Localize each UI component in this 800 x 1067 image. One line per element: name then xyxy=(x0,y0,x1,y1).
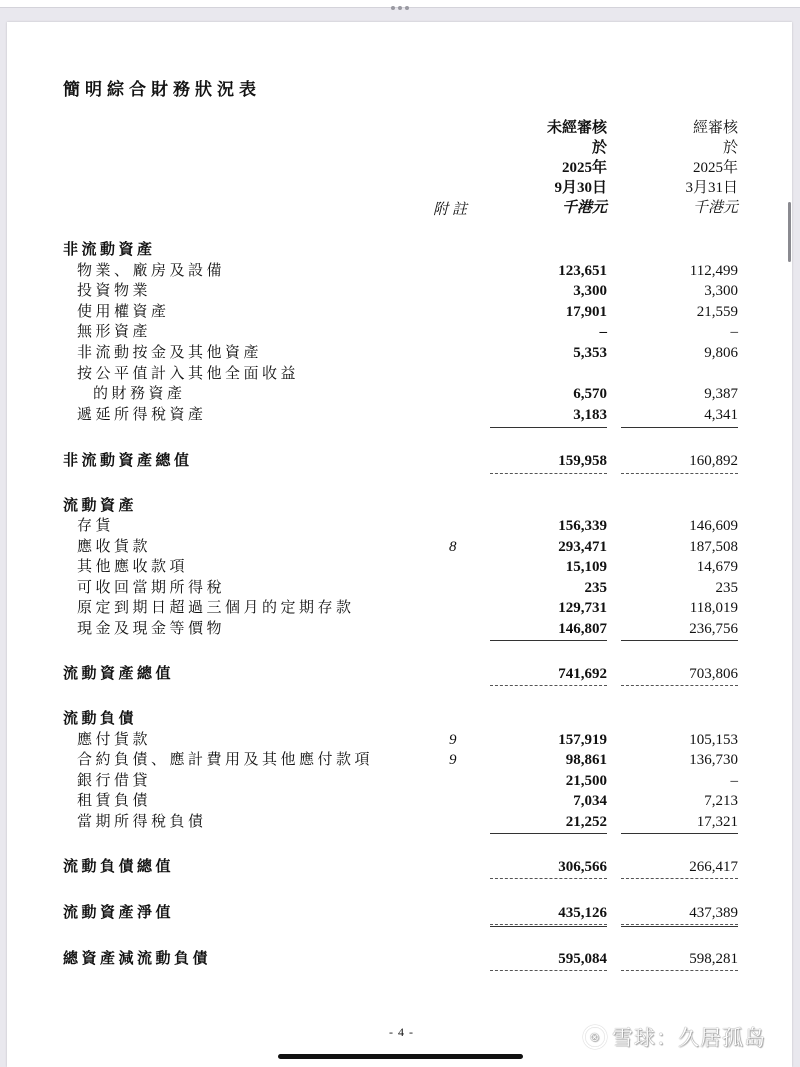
double-total-rule xyxy=(621,926,738,927)
table-row: 可收回當期所得稅 235 235 xyxy=(77,580,738,596)
total-row: 非流動資產總值 159,958 160,892 xyxy=(63,453,738,469)
table-row: 的財務資產 6,570 9,387 xyxy=(93,386,738,402)
table-row: 銀行借貸 21,500 – xyxy=(77,773,738,789)
subtotal-rule xyxy=(490,427,607,428)
section-heading: 流動負債 xyxy=(63,711,138,727)
statement-title: 簡明綜合財務狀況表 xyxy=(63,80,261,99)
table-row: 遞延所得稅資產 3,183 4,341 xyxy=(77,407,738,423)
subtotal-rule xyxy=(490,833,607,834)
total-rule xyxy=(490,970,607,971)
table-row: 使用權資產 17,901 21,559 xyxy=(77,304,738,320)
total-rule xyxy=(621,924,738,925)
section-heading: 非流動資產 xyxy=(63,242,156,258)
total-rule xyxy=(621,970,738,971)
total-rule xyxy=(490,685,607,686)
document-page xyxy=(7,22,792,1067)
snowball-logo-icon: ⊗ xyxy=(583,1025,607,1049)
total-rule xyxy=(490,924,607,925)
table-row: 應收貨款 8 293,471 187,508 xyxy=(77,539,738,555)
prior-period-header: 經審核 於 2025年 3月31日 千港元 xyxy=(685,120,738,216)
table-row: 按公平值計入其他全面收益 xyxy=(77,366,300,382)
page-number: - 4 - xyxy=(389,1025,414,1039)
table-row: 非流動按金及其他資產 5,353 9,806 xyxy=(77,345,738,361)
table-row: 當期所得稅負債 21,252 17,321 xyxy=(77,814,738,830)
subtotal-rule xyxy=(621,833,738,834)
total-row: 流動負債總值 306,566 266,417 xyxy=(63,859,738,875)
watermark: ⊗ 雪球：久居孤岛 xyxy=(583,1022,766,1052)
subtotal-rule xyxy=(621,640,738,641)
table-row: 其他應收款項 15,109 14,679 xyxy=(77,559,738,575)
total-rule xyxy=(490,473,607,474)
table-row: 存貨 156,339 146,609 xyxy=(77,518,738,534)
home-indicator[interactable] xyxy=(278,1054,523,1059)
subtotal-rule xyxy=(621,427,738,428)
total-row: 流動資產總值 741,692 703,806 xyxy=(63,666,738,682)
table-row: 無形資產 – – xyxy=(77,324,738,340)
more-options-handle[interactable] xyxy=(391,5,409,11)
table-row: 物業、廠房及設備 123,651 112,499 xyxy=(77,263,738,279)
total-rule xyxy=(621,473,738,474)
subtotal-rule xyxy=(490,640,607,641)
total-rule xyxy=(621,685,738,686)
table-row: 現金及現金等價物 146,807 236,756 xyxy=(77,621,738,637)
table-row: 合約負債、應計費用及其他應付款項 9 98,861 136,730 xyxy=(77,752,738,768)
table-row: 租賃負債 7,034 7,213 xyxy=(77,793,738,809)
double-total-rule xyxy=(490,926,607,927)
note-column-header: 附註 xyxy=(433,202,472,218)
table-row: 原定到期日超過三個月的定期存款 129,731 118,019 xyxy=(77,600,738,616)
total-rule xyxy=(621,878,738,879)
total-row: 流動資產淨值 435,126 437,389 xyxy=(63,905,738,921)
section-heading: 流動資產 xyxy=(63,498,138,514)
table-row: 應付貨款 9 157,919 105,153 xyxy=(77,732,738,748)
table-row: 投資物業 3,300 3,300 xyxy=(77,283,738,299)
total-row: 總資產減流動負債 595,084 598,281 xyxy=(63,951,738,967)
current-period-header: 未經審核 於 2025年 9月30日 千港元 xyxy=(546,120,607,216)
total-rule xyxy=(490,878,607,879)
